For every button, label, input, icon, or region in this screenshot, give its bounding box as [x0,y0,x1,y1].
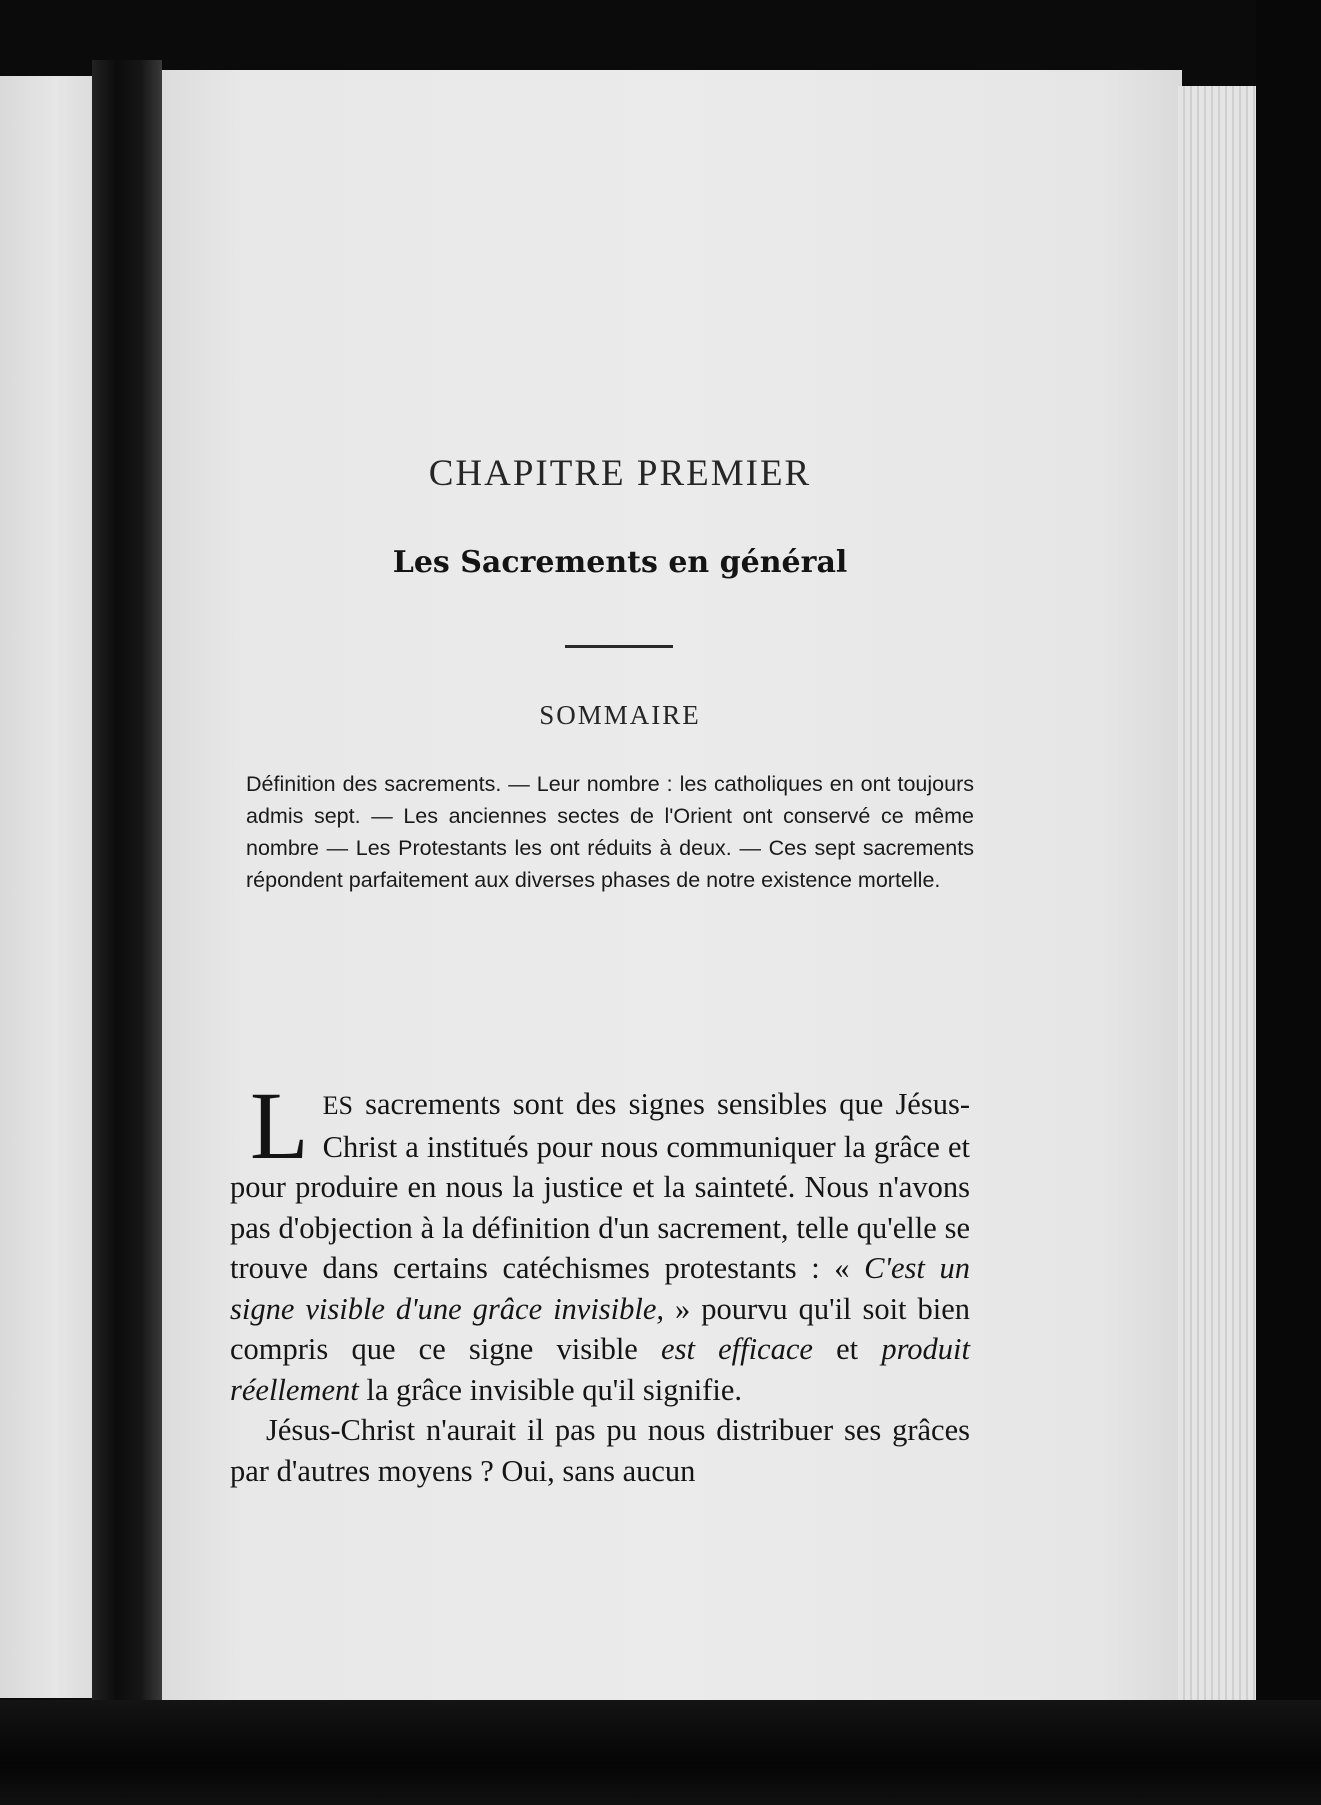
page-edges [1178,86,1256,1726]
first-word-rest: ES [322,1091,353,1120]
body-text [230,1072,970,1491]
paragraph-1-part-a: sacrements sont des signes sensibles que Jésus-Christ a institués pour nous communiquer la grâce et pour produire en nous la justice et la sainteté. Nous n'avons pas d'objection à la définition d'un sacrement, telle qu'elle se trouve dans certains catéchismes protestants : « [230,1087,970,1285]
scan-background-right [1256,0,1321,1805]
paragraph-2: Jésus-Christ n'aurait il pas pu nous distribuer ses grâces par d'autres moyens ? Oui, sans aucun [230,1413,970,1488]
chapter-title: CHAPITRE PREMIER [428,453,812,494]
drop-cap: L [250,1072,309,1179]
chapter-subtitle: Les Sacrements en général [392,545,848,580]
left-page-margin [0,76,92,1698]
summary-text: Définition des sacrements. — Leur nombre : les catholiques en ont toujours admis sept. — Les anciennes sectes de l'Orient ont conservé ce même nombre — Les Protestants les ont réduits à deux. — Ces sept sacrements répondent parfaitement aux diverses phases de notre existence mortelle. [246,772,974,892]
italic-efficace: est efficace [661,1332,813,1366]
decorative-rule [565,645,673,648]
quote-italic: C'est un signe visible d'une grâce invisible, [230,1251,970,1326]
paragraph-1-part-c: et [812,1332,882,1366]
italic-produit: produit réellement [230,1332,970,1407]
paragraph-1 [230,1072,970,1410]
book-binding-gutter [92,60,162,1700]
paragraph-1-part-d: la grâce invisible qu'il signifie. [358,1372,742,1407]
scan-background-bottom [0,1700,1321,1805]
paragraph-1-part-b: » pourvu qu'il soit bien compris que ce signe visible [230,1291,970,1366]
summary-heading: SOMMAIRE [539,700,701,730]
